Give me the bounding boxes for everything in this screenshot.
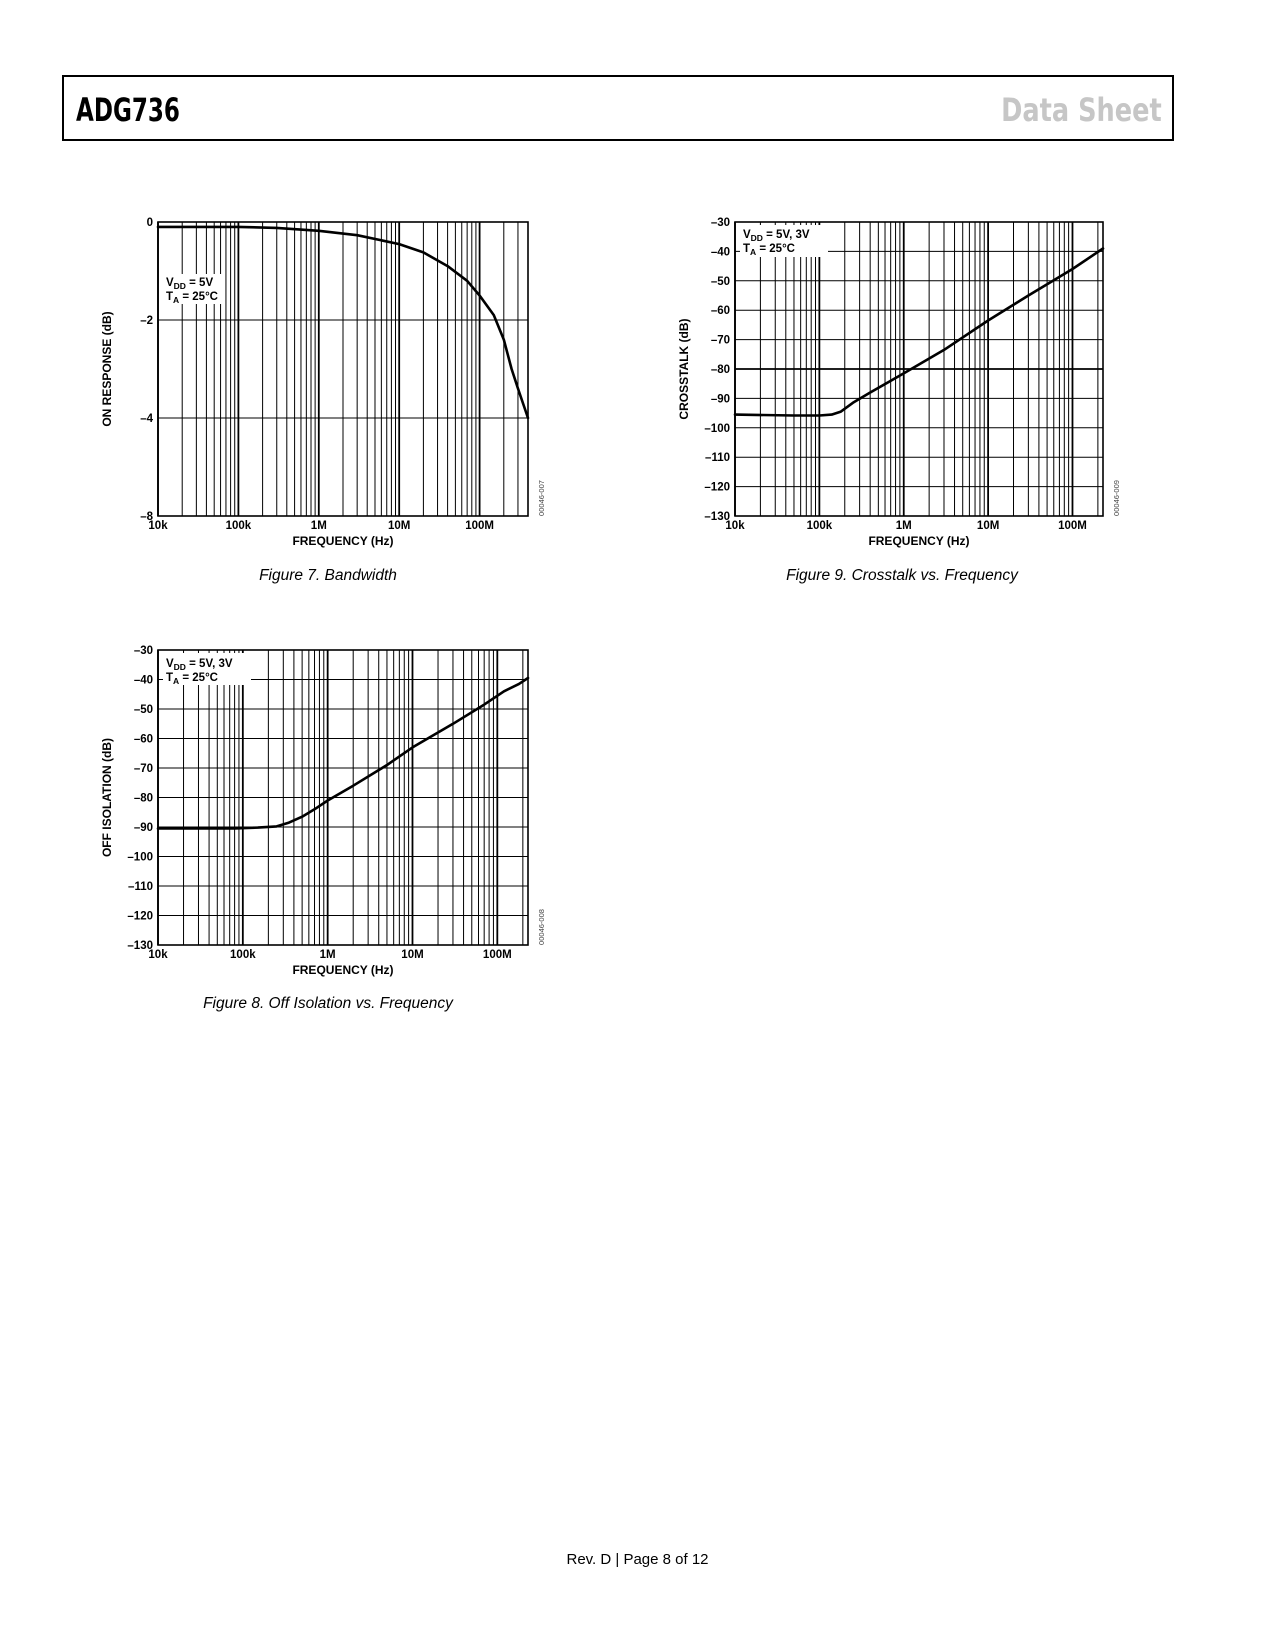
- y-tick-label: –100: [704, 422, 730, 435]
- x-tick-label: 100k: [230, 949, 256, 961]
- x-axis-label: FREQUENCY (Hz): [292, 534, 394, 548]
- x-tick-label: 10M: [388, 520, 411, 532]
- page-footer: Rev. D | Page 8 of 12: [566, 1551, 709, 1568]
- y-tick-label: –130: [704, 511, 730, 523]
- annotation-part: DD: [173, 281, 186, 291]
- series-line: [735, 249, 1103, 416]
- y-tick-label: –40: [710, 246, 730, 259]
- caption-fig7: Figure 7. Bandwidth: [259, 567, 397, 584]
- x-tick-label: 1M: [895, 520, 912, 532]
- x-tick-label: 10M: [401, 949, 424, 961]
- annotation-part: T: [166, 672, 174, 684]
- x-tick-label: 100k: [225, 520, 252, 532]
- annotation-part: A: [750, 247, 757, 257]
- y-tick-label: –2: [140, 315, 153, 327]
- y-tick-label: 0: [146, 217, 153, 229]
- y-tick-label: –30: [710, 217, 730, 229]
- y-axis-label: CROSSTALK (dB): [677, 318, 691, 420]
- caption-fig8: Figure 8. Off Isolation vs. Frequency: [203, 995, 453, 1012]
- y-tick-label: –8: [140, 511, 153, 523]
- annotation-part: A: [173, 295, 180, 305]
- y-tick-label: –100: [127, 851, 153, 864]
- annotation-line-1: [166, 277, 213, 291]
- annotation-part: T: [166, 291, 174, 303]
- y-tick-label: –60: [710, 305, 730, 318]
- x-tick-label: 10k: [148, 949, 168, 961]
- y-axis-label: ON RESPONSE (dB): [100, 311, 114, 427]
- y-tick-label: –90: [133, 822, 153, 834]
- y-tick-label: –30: [133, 645, 153, 657]
- x-tick-label: 10k: [725, 520, 745, 532]
- x-tick-label: 100M: [1058, 520, 1087, 532]
- x-axis-label: FREQUENCY (Hz): [868, 534, 970, 548]
- annotation-part: T: [743, 243, 751, 255]
- figure-watermark: 00046-007: [537, 480, 546, 516]
- figure-watermark: 00046-008: [537, 909, 546, 945]
- figure-watermark: 00046-009: [1112, 480, 1121, 516]
- y-axis-label: OFF ISOLATION (dB): [100, 737, 114, 858]
- annotation-part: V: [166, 277, 174, 289]
- chart-off-isolation: [100, 645, 546, 977]
- y-tick-label: –120: [704, 481, 730, 494]
- doc-type: Data Sheet: [1001, 91, 1162, 129]
- annotation-part: V: [166, 658, 174, 670]
- x-tick-label: 100M: [465, 520, 494, 532]
- chart-bandwidth: [100, 217, 546, 548]
- product-name: ADG736: [76, 91, 180, 129]
- x-tick-label: 1M: [319, 949, 336, 961]
- x-tick-label: 100k: [806, 520, 833, 532]
- y-tick-label: –70: [133, 763, 153, 775]
- y-tick-label: –60: [133, 733, 153, 746]
- annotation-part: DD: [750, 233, 763, 243]
- y-tick-label: –90: [710, 393, 730, 406]
- y-tick-label: –110: [128, 881, 153, 893]
- x-tick-label: 1M: [310, 520, 327, 532]
- y-tick-label: –120: [127, 910, 153, 923]
- y-tick-label: –4: [140, 413, 153, 425]
- annotation-part: A: [173, 676, 180, 686]
- chart-crosstalk: [677, 217, 1121, 548]
- y-tick-label: –50: [133, 704, 153, 716]
- x-tick-label: 100M: [482, 949, 512, 961]
- y-tick-label: –130: [127, 940, 153, 952]
- x-tick-label: 10k: [148, 520, 168, 532]
- x-tick-label: 10M: [976, 520, 1000, 532]
- annotation-part: = 5V, 3V: [185, 658, 233, 670]
- annotation-part: = 25°C: [179, 672, 218, 684]
- y-tick-label: –70: [710, 334, 730, 347]
- y-tick-label: –50: [710, 275, 730, 288]
- annotation-part: V: [743, 229, 751, 241]
- annotation-part: = 5V, 3V: [762, 229, 810, 241]
- y-tick-label: –80: [710, 364, 730, 376]
- annotation-part: = 25°C: [179, 291, 218, 303]
- x-axis-label: FREQUENCY (Hz): [292, 963, 394, 977]
- y-tick-label: –80: [133, 792, 153, 805]
- annotation-part: = 5V: [185, 277, 214, 289]
- series-line: [158, 678, 528, 829]
- y-tick-label: –40: [133, 674, 153, 687]
- annotation-part: DD: [173, 662, 186, 672]
- y-tick-label: –110: [705, 452, 730, 465]
- annotation-part: = 25°C: [756, 243, 795, 255]
- caption-fig9: Figure 9. Crosstalk vs. Frequency: [786, 567, 1018, 584]
